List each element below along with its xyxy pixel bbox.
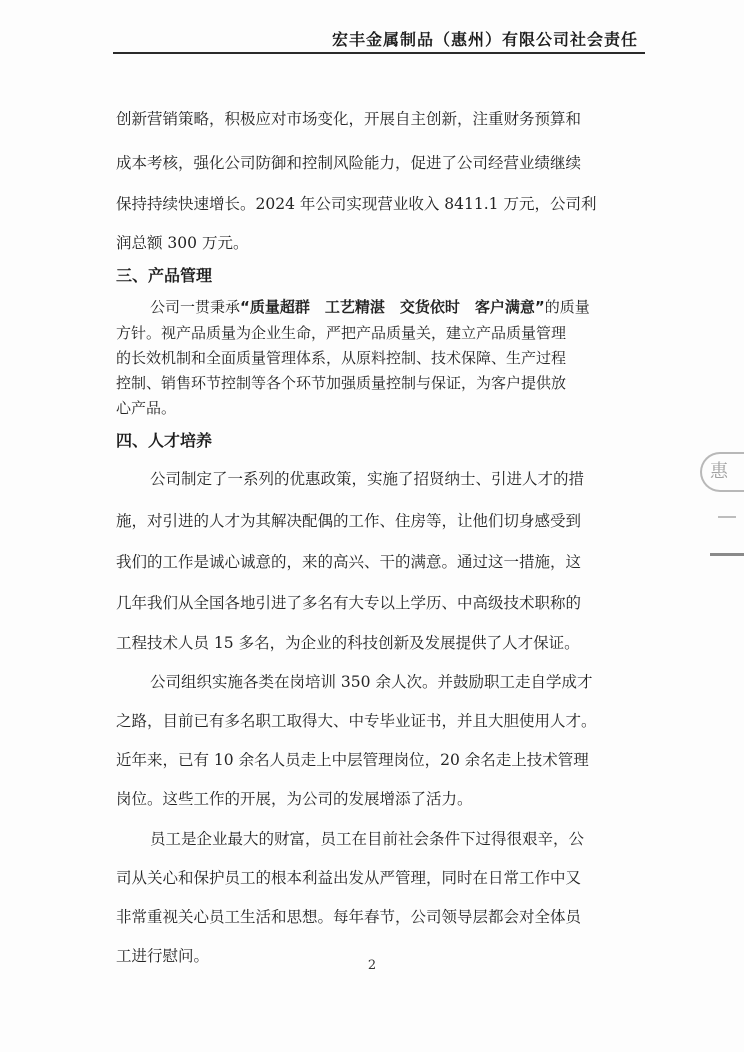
- section4-para2-line-4: 岗位。这些工作的开展，为公司的发展增添了活力。: [116, 790, 473, 808]
- section4-para3-line-3: 非常重视关心员工生活和思想。每年春节，公司领导层都会对全体员: [116, 908, 582, 926]
- section4-para1-line-4: 几年我们从全国各地引进了多名有大专以上学历、中高级技术职称的: [116, 594, 582, 612]
- continuation-line-3: 保持持续快速增长。2024 年公司实现营业收入 8411.1 万元，公司利: [116, 195, 597, 213]
- section3-line-4: 控制、销售环节控制等各个环节加强质量控制与保证，为客户提供放: [116, 374, 567, 392]
- section4-para2-line-1: 公司组织实施各类在岗培训 350 余人次。并鼓励职工走自学成才: [150, 673, 593, 691]
- section4-para1-line-5: 工程技术人员 15 多名，为企业的科技创新及发展提供了人才保证。: [116, 634, 580, 652]
- section3-line-3: 的长效机制和全面质量管理体系，从原料控制、技术保障、生产过程: [116, 349, 567, 367]
- section3-line-2: 方针。视产品质量为企业生命，严把产品质量关，建立产品质量管理: [116, 324, 567, 342]
- section4-para2-line-2: 之路，目前已有多名职工取得大、中专毕业证书，并且大胆使用人才。: [116, 712, 597, 730]
- section3-line-5: 心产品。: [116, 399, 177, 417]
- section4-para3-line-1: 员工是企业最大的财富，员工在目前社会条件下过得很艰辛，公: [150, 830, 585, 848]
- seal-stamp-fragment: 惠: [700, 452, 744, 492]
- section4-para1-line-1: 公司制定了一系列的优惠政策，实施了招贤纳士、引进人才的措: [150, 470, 585, 488]
- section3-line1-prefix: 公司一贯秉承: [150, 298, 241, 316]
- continuation-line-1: 创新营销策略，积极应对市场变化，开展自主创新，注重财务预算和: [116, 110, 582, 128]
- section-heading-product-management: 三、产品管理: [116, 266, 213, 285]
- continuation-line-2: 成本考核，强化公司防御和控制风险能力，促进了公司经营业绩继续: [116, 154, 582, 172]
- continuation-line-4: 润总额 300 万元。: [116, 234, 249, 252]
- section4-para1-line-3: 我们的工作是诚心诚意的，来的高兴、干的满意。通过这一措施，这: [116, 553, 582, 571]
- section3-line-1: [150, 296, 640, 317]
- section-heading-talent-development: 四、人才培养: [116, 431, 213, 450]
- section4-para3-line-4: 工进行慰问。: [116, 947, 210, 965]
- page-number: 2: [367, 958, 377, 973]
- section4-para3-line-2: 司从关心和保护员工的根本利益出发从严管理，同时在日常工作中又: [116, 869, 582, 887]
- margin-mark: [718, 516, 736, 518]
- header-title: 宏丰金属制品（惠州）有限公司社会责任: [331, 30, 638, 49]
- header-rule: [113, 52, 645, 54]
- quality-slogan: “质量超群 工艺精湛 交货依时 客户满意”: [240, 298, 545, 316]
- section3-line1-suffix: 的质量: [544, 298, 590, 316]
- margin-rule-mark: [710, 553, 744, 556]
- section4-para1-line-2: 施，对引进的人才为其解决配偶的工作、住房等，让他们切身感受到: [116, 512, 582, 530]
- section4-para2-line-3: 近年来，已有 10 余名人员走上中层管理岗位，20 余名走上技术管理: [116, 751, 589, 769]
